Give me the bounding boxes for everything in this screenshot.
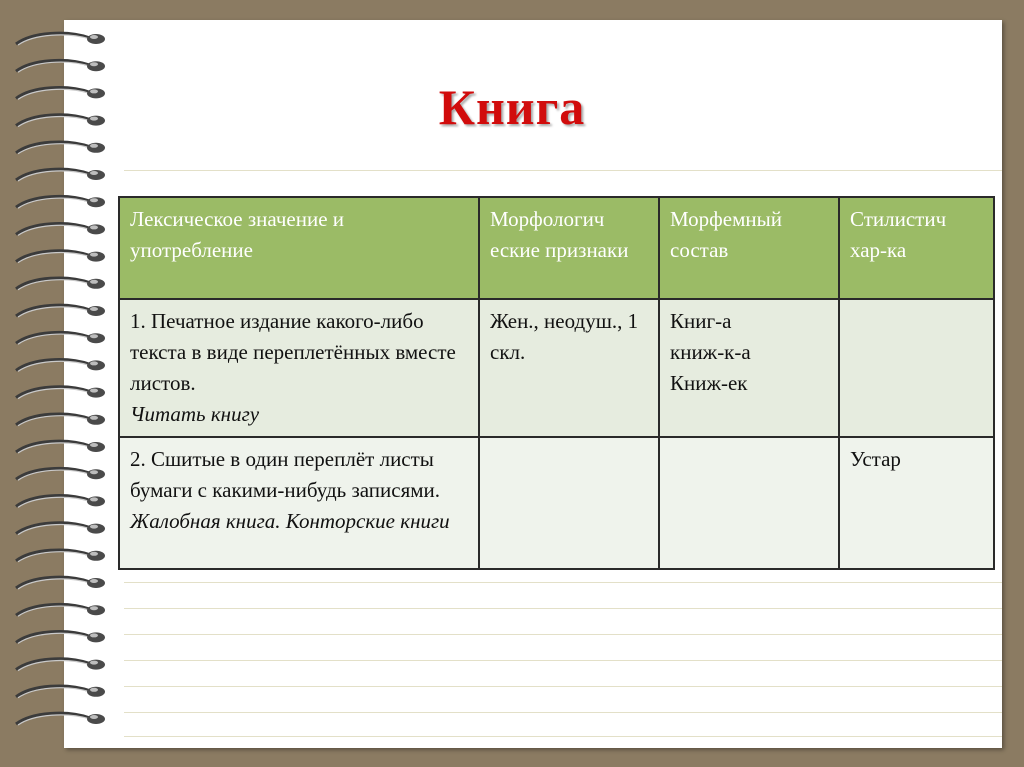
binding-ring (16, 414, 105, 426)
morph-cell (479, 437, 659, 569)
binding-ring (16, 251, 105, 263)
usage-example: Жалобная книга. Конторские книги (130, 509, 450, 533)
header-lexical-meaning: Лексическое значение и употребление (119, 197, 479, 299)
binding-ring (16, 523, 105, 535)
binding-ring (16, 60, 105, 72)
table-row (119, 437, 994, 569)
binding-ring (16, 550, 105, 562)
binding-ring (16, 224, 105, 236)
style-cell (839, 299, 994, 437)
binding-ring (16, 496, 105, 508)
style-cell: Устар (839, 437, 994, 569)
morph-cell: Жен., неодуш., 1 скл. (479, 299, 659, 437)
word-analysis-table (118, 196, 995, 570)
meaning-text: 2. Сшитые в один переплёт листы бумаги с какими-нибудь записями. (130, 447, 441, 502)
page-title: Книга (438, 79, 586, 135)
binding-ring (16, 278, 105, 290)
binding-ring (16, 33, 105, 45)
binding-ring (16, 142, 105, 154)
binding-ring (16, 468, 105, 480)
binding-ring (16, 196, 105, 208)
binding-ring (16, 332, 105, 344)
meaning-text: 1. Печатное издание какого-либо текста в виде переплетённых вместе листов. (130, 309, 456, 395)
morpheme-cell (659, 437, 839, 569)
usage-example: Читать книгу (130, 402, 260, 426)
binding-ring (16, 686, 105, 698)
binding-ring (16, 360, 105, 372)
table-row (119, 299, 994, 437)
morpheme-line: Книж-ек (670, 371, 748, 395)
binding-ring (16, 632, 105, 644)
binding-ring (16, 441, 105, 453)
header-morpheme: Морфемный состав (659, 197, 839, 299)
morpheme-cell (659, 299, 839, 437)
morpheme-line: Книг-а (670, 309, 732, 333)
binding-ring (16, 387, 105, 399)
binding-ring (16, 659, 105, 671)
binding-ring (16, 577, 105, 589)
meaning-cell (119, 299, 479, 437)
binding-ring (16, 604, 105, 616)
binding-ring (16, 305, 105, 317)
header-stylistic: Стилистич хар-ка (839, 197, 994, 299)
meaning-cell (119, 437, 479, 569)
table-header-row (119, 197, 994, 299)
header-morphological: Морфологич еские признаки (479, 197, 659, 299)
binding-ring (16, 713, 105, 725)
morpheme-line: книж-к-а (670, 340, 751, 364)
binding-ring (16, 169, 105, 181)
